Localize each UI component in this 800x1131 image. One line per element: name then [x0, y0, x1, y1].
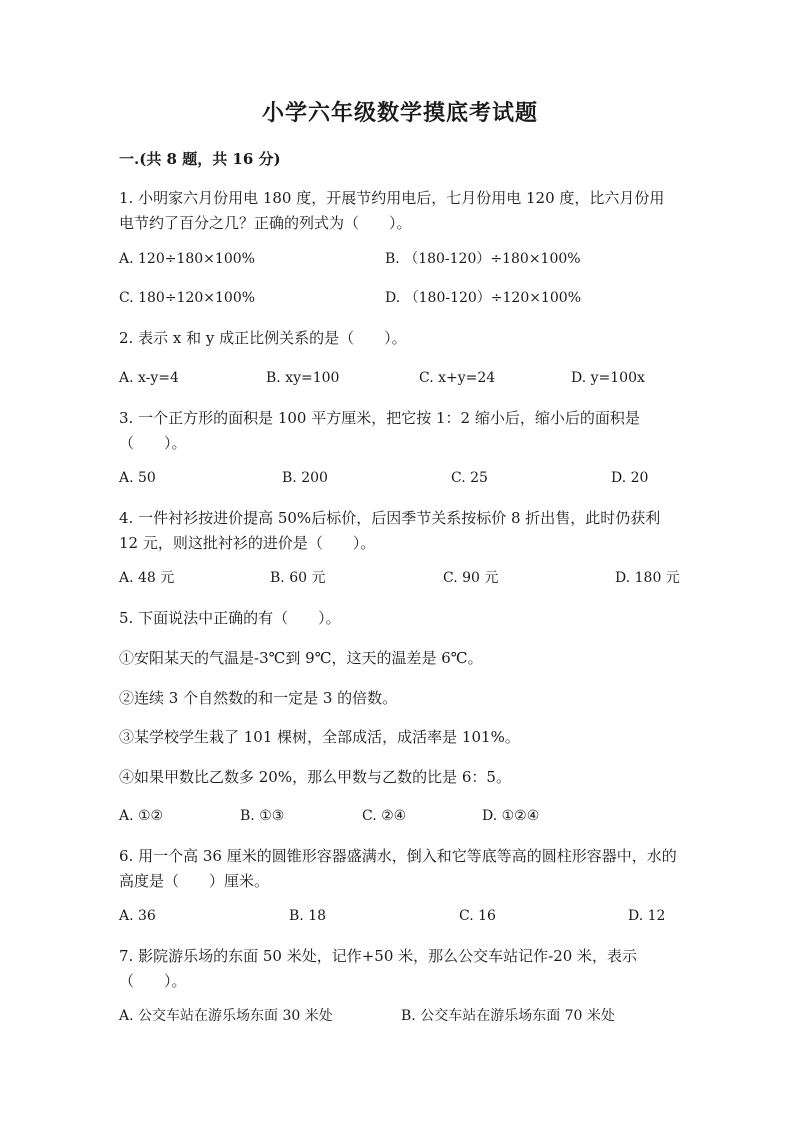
question-1-text: 1. 小明家六月份用电 180 度，开展节约用电后，七月份用电 120 度，比六月份用电节约了百分之几？正确的列式为（ ）。 [119, 189, 665, 232]
question-5-statement-3: ③某学校学生栽了 101 棵树，全部成活，成活率是 101%。 [119, 728, 520, 746]
question-5-statement-1: ①安阳某天的气温是-3℃到 9℃，这天的温差是 6℃。 [119, 649, 483, 667]
question-5-option-a: A. ①② [119, 808, 164, 824]
question-5-option-c: C. ②④ [362, 808, 407, 824]
question-2-option-b: B. xy=100 [266, 370, 340, 386]
question-5-statement-2: ②连续 3 个自然数的和一定是 3 的倍数。 [119, 689, 398, 707]
question-5-option-b: B. ①③ [240, 808, 285, 824]
question-3-option-d: D. 20 [611, 470, 649, 486]
section-heading: 一.(共 8 题，共 16 分) [119, 150, 281, 168]
question-6-option-d: D. 12 [628, 908, 666, 924]
question-7-text: 7. 影院游乐场的东面 50 米处，记作+50 米，那么公交车站记作-20 米，表示（ ）。 [119, 947, 638, 990]
question-2-option-a: A. x-y=4 [119, 370, 179, 386]
question-7-option-b: B. 公交车站在游乐场东面 70 米处 [401, 1008, 615, 1024]
question-5-option-d: D. ①②④ [482, 808, 540, 824]
question-4-option-d: D. 180 元 [615, 570, 680, 586]
question-3-text: 3. 一个正方形的面积是 100 平方厘米，把它按 1：2 缩小后，缩小后的面积是（ ）。 [119, 409, 640, 452]
question-3-option-b: B. 200 [282, 470, 328, 486]
question-2-option-d: D. y=100x [571, 370, 645, 386]
question-7-option-a: A. 公交车站在游乐场东面 30 米处 [119, 1008, 333, 1024]
question-3-option-c: C. 25 [451, 470, 488, 486]
question-1-option-c: C. 180÷120×100% [119, 290, 256, 306]
question-4-option-a: A. 48 元 [119, 570, 175, 586]
question-5-statement-4: ④如果甲数比乙数多 20%，那么甲数与乙数的比是 6：5。 [119, 768, 511, 786]
question-5-text: 5. 下面说法中正确的有（ ）。 [119, 609, 341, 627]
question-1-option-d: D. （180-120）÷120×100% [385, 290, 582, 306]
question-3-option-a: A. 50 [119, 470, 156, 486]
question-6-option-b: B. 18 [289, 908, 327, 924]
question-6-option-c: C. 16 [459, 908, 496, 924]
question-1-option-b: B. （180-120）÷180×100% [385, 251, 581, 267]
question-6-text: 6. 用一个高 36 厘米的圆锥形容器盛满水，倒入和它等底等高的圆柱形容器中，水的高度是（ ）厘米。 [119, 847, 677, 890]
question-1-option-a: A. 120÷180×100% [119, 251, 255, 267]
page-title: 小学六年级数学摸底考试题 [261, 100, 538, 126]
question-6-option-a: A. 36 [119, 908, 156, 924]
question-2-option-c: C. x+y=24 [419, 370, 496, 386]
question-4-option-b: B. 60 元 [270, 570, 326, 586]
question-4-option-c: C. 90 元 [443, 570, 499, 586]
question-2-text: 2. 表示 x 和 y 成正比例关系的是（ ）。 [119, 329, 407, 347]
question-4-text: 4. 一件衬衫按进价提高 50%后标价，后因季节关系按标价 8 折出售，此时仍获利 12 元，则这批衬衫的进价是（ ）。 [119, 509, 661, 552]
